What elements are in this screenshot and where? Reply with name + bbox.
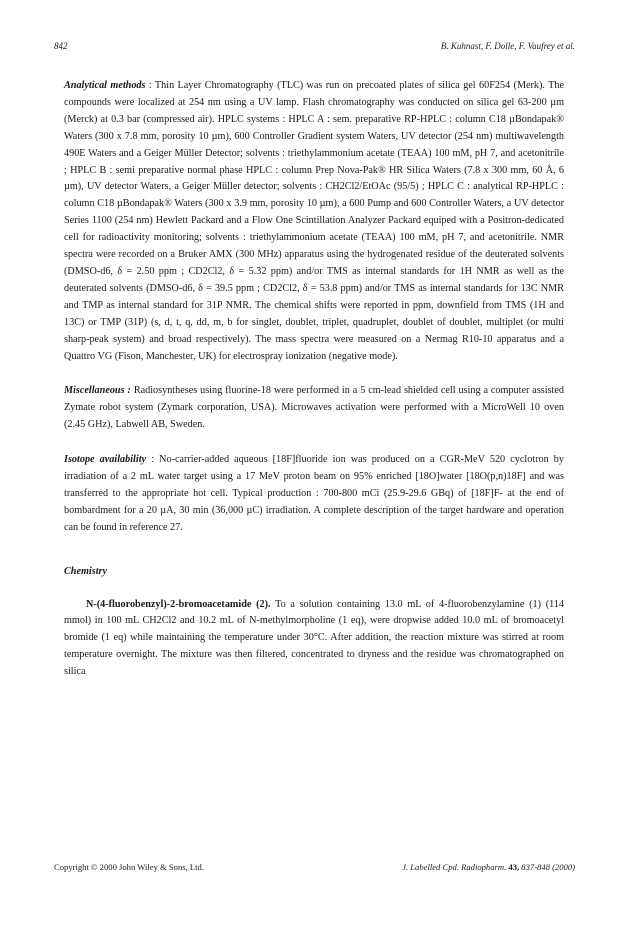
running-header-authors: B. Kuhnast, F. Dolle, F. Vaufrey et al. — [440, 41, 575, 51]
journal-name: J. Labelled Cpd. Radiopharm. — [402, 862, 507, 872]
page-number: 842 — [54, 41, 68, 51]
journal-citation — [402, 862, 575, 872]
miscellaneous-text: Radiosyntheses using fluorine-18 were performed in a 5 cm-lead shielded cell using a computer assisted Zymate robot system (Zymark corporation, USA). Microwaves activation were performed with a MicroWell 10 oven (2.45 GHz), Labwell AB, Sweden. — [64, 385, 564, 431]
analytical-methods-label: Analytical methods — [64, 80, 146, 91]
compound-title: N-(4-fluorobenzyl)-2-bromoacetamide (2). — [86, 598, 271, 610]
isotope-availability-text: : No-carrier-added aqueous [18F]fluoride ion was produced on a CGR-MeV 520 cyclotron by irradiation of a 2 mL water target using a 17 MeV proton beam on 95% enriched [18O]water [18O(p,n)18F] and was transferred to the appropriate hot cell. Typical production : 700-800 mCi (25.9-29.6 GBq) of [18F]F- at the end of bombardment for a 20 µA, 30 min (36,000 µC) irradiation. A complete description of the target hardware and operation can be found in reference 27. — [64, 454, 564, 533]
chemistry-text: To a solution containing 13.0 mL of 4-fluorobenzylamine (1) (114 mmol) in 100 mL CH2Cl2 and 10.2 mL of N-methylmorpholine (1 eq), were dropwise added 10.0 mL of bromoacetyl bromide (1 eq) while maintaining the temperature under 30°C. After addition, the reaction mixture was stirred at room temperature overnight. The mixture was then filtered, concentrated to dryness and the residue was chromatographed on silica — [64, 598, 564, 678]
miscellaneous-paragraph — [64, 383, 564, 434]
copyright-notice: Copyright © 2000 John Wiley & Sons, Ltd. — [54, 862, 204, 872]
chemistry-section-heading: Chemistry — [64, 565, 108, 577]
isotope-availability-paragraph — [64, 452, 564, 537]
analytical-methods-text: : Thin Layer Chromatography (TLC) was run on precoated plates of silica gel 60F254 (Merk). The compounds were localized at 254 nm using a UV lamp. Flash chromatography was conducted on silica gel 63-200 µm (Merck) at 0.3 bar (compressed air). HPLC systems : HPLC A : sem. preparative RP-HPLC : column C18 µBondapak® Waters (300 x 7.8 mm, porosity 10 µm), 600 Controller Gradient system Waters, UV detector (254 nm) multiwavelength 490E Waters and a Geiger Müller Detector; solvents : triethylammonium acetate (TEAA) 100 mM, pH 7, and acetonitrile ; HPLC B : semi preparative normal phase HPLC : column Prep Nova-Pak® HR Silica Waters (7.8 x 300 mm, 60 Å, 6 µm), UV detector Waters, a Geiger Müller detector; solvents : CH2Cl2/EtOAc (95/5) ; HPLC C : analytical RP-HPLC : column C18 µBondapak® Waters (300 x 3.9 mm, porosity 10 µm), a 600 Pump and 600 Controller Waters, a UV detector Series 1100 (254 nm) Hewlett Packard and a Flow One Scintillation Analyzer Packard equiped with a Positron-dedicated cell for radioactivity monitoring; solvents : triethylammonium acetate (TEAA) 100 mM, pH 7, and acetonitrile. NMR spectra were recorded on a Bruker AMX (300 MHz) apparatus using the hydrogenated residue of the deuterated solvents (DMSO-d6, δ = 2.50 ppm ; CD2Cl2, δ = 5.32 ppm) and/or TMS as internal standards for 1H NMR as well as the deuterated solvents (DMSO-d6, δ = 39.5 ppm ; CD2Cl2, δ = 53.8 ppm) and/or TMS as internal standards for 13C NMR and TMP as internal standard for 31P NMR. The chemical shifts were reported in ppm, downfield from TMS (1H and 13C) or TMP (31P) (s, d, t, q, dd, m, b for singlet, doublet, triplet, quadruplet, doublet of doublet, multiplet (or multi sharp-peak system) and broad respectively). The mass spectra were measured on a Nermag R10-10 apparatus and a Quattro VG (Fison, Manchester, UK) for electrospray ionization (negative mode). — [64, 80, 564, 362]
isotope-availability-label: Isotope availability — [64, 454, 147, 466]
page-footer — [54, 862, 575, 876]
chemistry-paragraph — [64, 597, 564, 682]
journal-pages: 837-848 (2000) — [521, 862, 575, 872]
analytical-methods-paragraph — [64, 78, 564, 365]
running-header — [54, 41, 575, 55]
journal-volume: 43, — [508, 862, 520, 872]
miscellaneous-label: Miscellaneous : — [64, 385, 131, 397]
article-body — [64, 78, 564, 681]
